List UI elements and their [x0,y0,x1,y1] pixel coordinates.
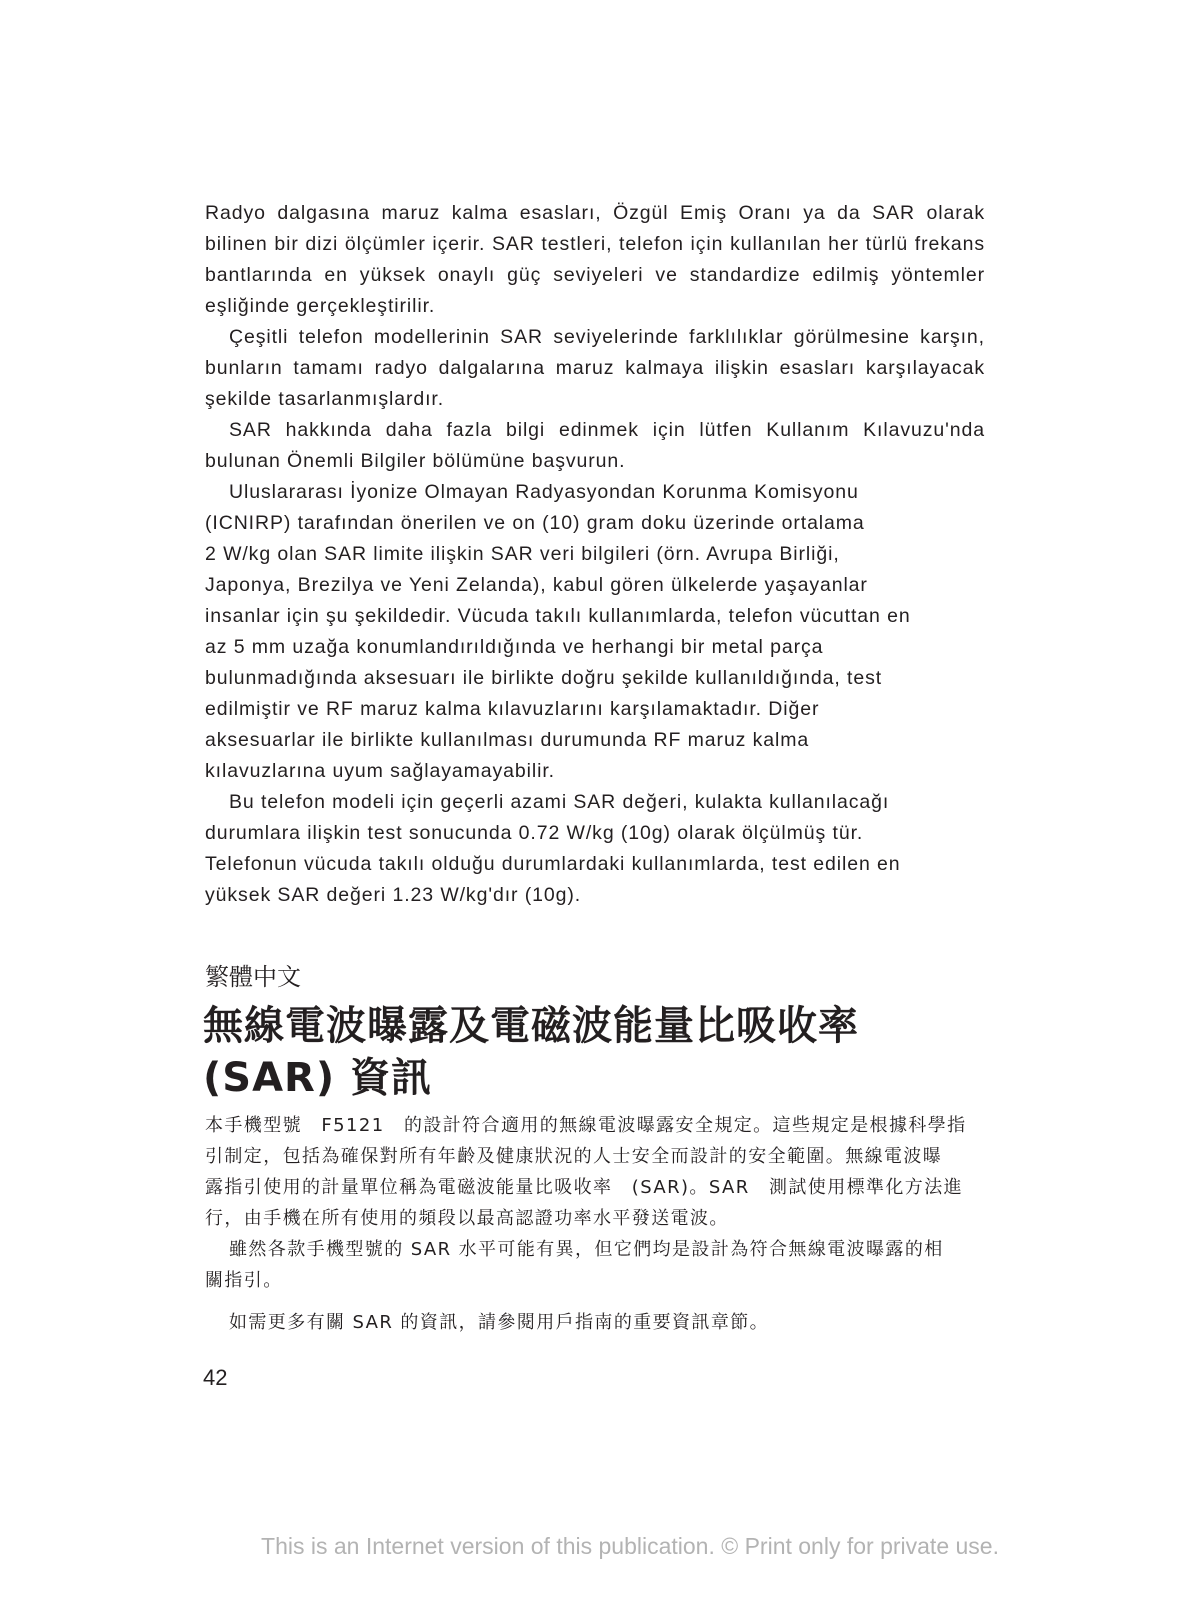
paragraph: 本手機型號 F5121 的設計符合適用的無線電波曝露安全規定。這些規定是根據科學指 引制定，包括為確保對所有年齡及健康狀況的人士安全而設計的安全範圍。無線電波曝 露指引使用的計量單位稱為電磁波能量比吸收率 (SAR)。SAR 測試使用標準化方法進 行，由手機在所有使用的頻段以最高認證功率水平發送電波。 [205,1115,967,1229]
paragraph: 如需更多有關 SAR 的資訊，請參閱用戶指南的重要資訊章節。 [229,1312,770,1333]
paragraph: Bu telefon modeli için geçerli azami SAR değeri, kulakta kullanılacağı durumlara ilişkin test sonucunda 0.72 W/kg (10g) olarak ölçülmüş tür. Telefonun vücuda takılı olduğu durumlardaki kullanımlarda, test edilen en yüksek SAR değeri 1.23 W/kg'dır (10g). [205,791,901,906]
paragraph: 雖然各款手機型號的 SAR 水平可能有異，但它們均是設計為符合無線電波曝露的相 關指引。 [205,1239,944,1291]
turkish-sar-section [205,198,985,911]
section-title-line-2: (SAR) 資訊 [203,1055,433,1101]
section-title-line-1: 無線電波曝露及電磁波能量比吸收率 [203,1003,859,1049]
chinese-sar-section [205,1110,980,1338]
watermark-notice: This is an Internet version of this publication. © Print only for private use. [261,1533,999,1559]
paragraph: Radyo dalgasına maruz kalma esasları, Özgül Emiş Oranı ya da SAR olarak bilinen bir dizi ölçümler içerir. SAR testleri, telefon için kullanılan her türlü frekans bantlarında en yüksek onaylı güç seviyeleri ve standardize edilmiş yöntemler eşliğinde gerçekleştirilir. [205,202,985,317]
section-title [203,1000,983,1104]
paragraph: Çeşitli telefon modellerinin SAR seviyelerinde farklılıklar görülmesine karşın, bunların tamamı radyo dalgalarına maruz kalmaya ilişkin esasları karşılayacak şekilde tasarlanmışlardır. [205,326,985,410]
paragraph: SAR hakkında daha fazla bilgi edinmek için lütfen Kullanım Kılavuzu'nda bulunan Önemli Bilgiler bölümüne başvurun. [205,419,985,472]
paragraph: Uluslararası İyonize Olmayan Radyasyondan Korunma Komisyonu (ICNIRP) tarafından önerilen ve on (10) gram doku üzerinde ortalama 2 W/kg olan SAR limite ilişkin SAR veri bilgileri (örn. Avrupa Birliği, Japonya, Brezilya ve Yeni Zelanda), kabul gören ülkelerde yaşayanlar insanlar için şu şekildedir. Vücuda takılı kullanımlarda, telefon vücuttan en az 5 mm uzağa konumlandırıldığında ve herhangi bir metal parça bulunmadığında aksesuarı ile birlikte doğru şekilde kullanıldığında, test edilmiştir ve RF maruz kalma kılavuzlarını karşılamaktadır. Diğer aksesuarlar ile birlikte kullanılması durumunda RF maruz kalma kılavuzlarına uyum sağlayamayabilir. [205,481,911,782]
language-label: 繁體中文 [205,963,301,991]
page-number: 42 [203,1365,228,1390]
